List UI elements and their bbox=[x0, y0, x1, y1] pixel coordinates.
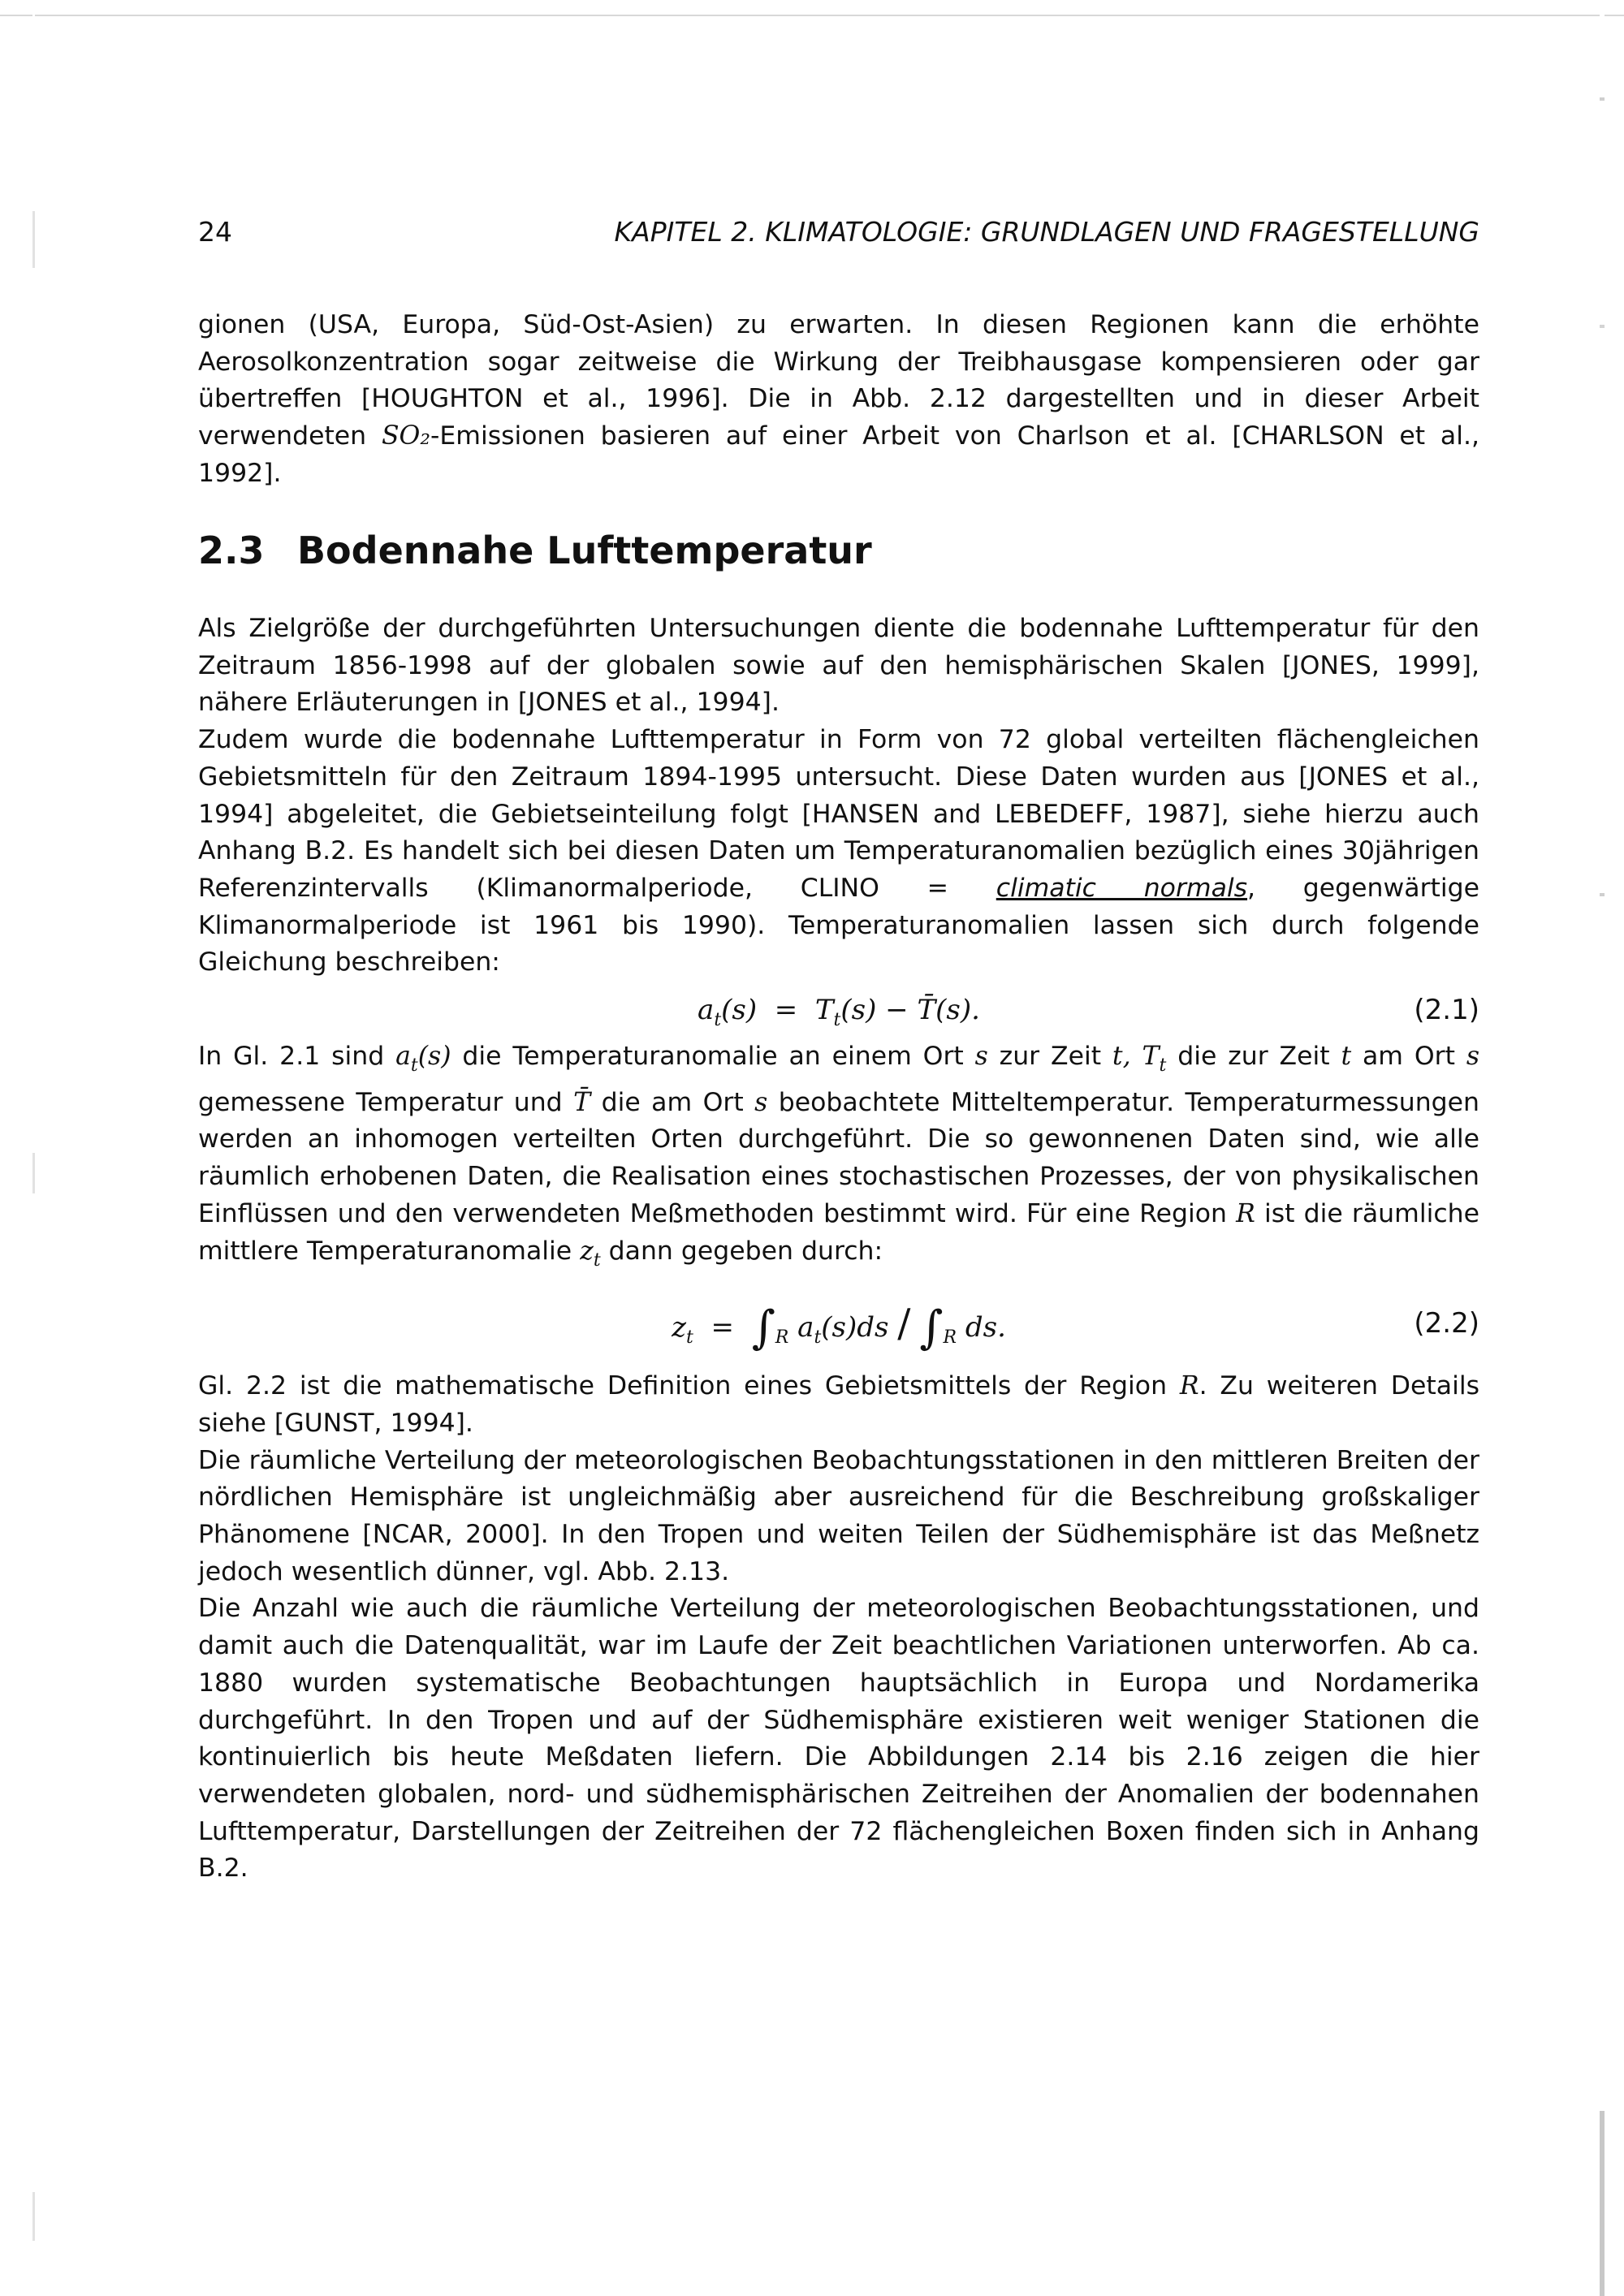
section-number: 2.3 bbox=[198, 529, 265, 572]
p3-g: die am Ort bbox=[590, 1087, 755, 1117]
clino-definition: climatic normals bbox=[996, 873, 1248, 903]
scan-artifact-right-edge bbox=[1600, 0, 1605, 2296]
p3-m9: $z_t$ bbox=[580, 1236, 601, 1271]
page-number: 24 bbox=[198, 216, 232, 248]
intro-text-2: -Emissionen basieren auf einer Arbeit von Charlson et al. [CHARLSON et al., 1992]. bbox=[198, 421, 1479, 488]
p4-a: Gl. 2.2 ist die mathematische Definition eines Gebietsmittels der Region bbox=[198, 1371, 1180, 1401]
equation-2-2-body: $z_t = \int_R$ $a_t(s)ds / \int_R$ ds. bbox=[672, 1301, 1006, 1355]
paragraph-2-text-a: Zudem wurde die bodennahe Lufttemperatur in Form von 72 global verteilten flächengleichen Gebietsmitteln für den Zeitraum 1894-1995 untersucht. Diese Daten wurden aus [JONES et al., 1994] abgeleitet, die Gebietseinteilung folgt [HANSEN and LEBEDEFF, 1987], siehe hierzu auch Anhang B.2. Es handelt sich bei diesen Daten um Temperaturanomalien bezüglich eines 30jährigen Referenzintervalls (Klimanormalperiode, CLINO = bbox=[198, 725, 1479, 903]
equation-2-1-body: $a_t(s) = T_t(s)$ − T̄(s). bbox=[698, 994, 980, 1031]
p3-m7: s bbox=[754, 1087, 768, 1117]
p3-c: zur Zeit bbox=[987, 1042, 1112, 1072]
paragraph-6: Die Anzahl wie auch die räumliche Verteilung der meteorologischen Beobachtungsstationen, und damit auch die Datenqualität, war im Laufe der Zeit beachtlichen Variationen unterworfen. Ab ca. 1880 wurden systematische Beobachtungen hauptsächlich in Europa und Nordamerika durchgeführt. In den Tropen und auf der Südhemisphäre existieren weit weniger Stationen die kontinuierlich bis heute Meßdaten liefern. Die Abbildungen 2.14 bis 2.16 zeigen die hier verwendeten globalen, nord- und südhemisphärischen Zeitreihen der Anomalien der bodennahen Lufttemperatur, Darstellungen der Zeitreihen der 72 flächengleichen Boxen finden sich in Anhang B.2. bbox=[198, 1594, 1479, 1884]
p3-h: beobachtete Mitteltemperatur. Temperaturmessungen werden an inhomogen verteilten Orten durchgeführt. Die so gewonnenen Daten sind, wie alle räumlich erhobenen Daten, die Realisation eines stochastischen Prozesses, der von physikalischen Einflüssen und den verwendeten Meßmethoden bestimmt wird. Für eine Region bbox=[198, 1087, 1479, 1228]
running-title: KAPITEL 2. KLIMATOLOGIE: GRUNDLAGEN UND FRAGESTELLUNG bbox=[614, 216, 1479, 248]
p3-b: die Temperaturanomalie an einem Ort bbox=[451, 1042, 975, 1072]
scan-artifact-left-edge bbox=[32, 0, 35, 2296]
p3-a: In Gl. 2.1 sind bbox=[198, 1042, 396, 1072]
p3-d: die zur Zeit bbox=[1166, 1042, 1341, 1072]
section-body bbox=[198, 611, 1479, 1888]
p3-m2: s bbox=[974, 1042, 988, 1072]
equation-2-2-number: (2.2) bbox=[1414, 1307, 1479, 1340]
equation-2-1-number: (2.1) bbox=[1414, 994, 1479, 1027]
p3-m5: s bbox=[1466, 1042, 1479, 1072]
equation-2-1 bbox=[198, 982, 1479, 1038]
paragraph-2-text-b: , gegenwärtige Klimanormalperiode ist 1961 bis 1990). Temperaturanomalien lassen sich durch folgende Gleichung beschreiben: bbox=[198, 873, 1479, 978]
p3-m6: T̄ bbox=[573, 1087, 591, 1117]
p3-f: gemessene Temperatur und bbox=[198, 1087, 574, 1117]
equation-2-2 bbox=[198, 1279, 1479, 1368]
paragraph-3 bbox=[198, 1038, 1479, 1279]
section-title: Bodennahe Lufttemperatur bbox=[297, 529, 872, 572]
p3-m1: $a_t(s)$ bbox=[395, 1042, 451, 1077]
p3-i: ist die räumliche mittlere Temperaturanomalie bbox=[198, 1198, 1479, 1266]
intro-text-1: gionen (USA, Europa, Süd-Ost-Asien) zu erwarten. In diesen Regionen kann die erhöhte Aerosolkonzentration sogar zeitweise die Wirkung der Treibhausgase kompensieren oder gar übertreffen [HOUGHTON et al., 1996]. Die in Abb. 2.12 dargestellten und in dieser Arbeit verwendeten bbox=[198, 310, 1479, 451]
scan-artifact-top bbox=[0, 15, 1624, 16]
so2-formula: SO₂ bbox=[381, 421, 430, 451]
page-header bbox=[198, 213, 1479, 252]
p3-j: dann gegeben durch: bbox=[600, 1236, 883, 1266]
intro-text bbox=[198, 307, 1479, 493]
intro-paragraph bbox=[198, 307, 1479, 493]
p4-m: R bbox=[1179, 1371, 1199, 1401]
p3-m4: t bbox=[1341, 1042, 1352, 1072]
paragraph-5: Die räumliche Verteilung der meteorologischen Beobachtungsstationen in den mittleren Breiten der nördlichen Hemisphäre ist ungleichmäßig aber ausreichend für die Beschreibung großskaliger Phänomene [NCAR, 2000]. In den Tropen und weiten Teilen der Südhemisphäre ist das Meßnetz jedoch wesentlich dünner, vgl. Abb. 2.13. bbox=[198, 1445, 1479, 1586]
paragraph-1: Als Zielgröße der durchgeführten Untersuchungen diente die bodennahe Lufttemperatur für den Zeitraum 1856-1998 auf der globalen sowie auf den hemisphärischen Skalen [JONES, 1999], nähere Erläuterungen in [JONES et al., 1994]. bbox=[198, 614, 1479, 718]
p3-m3: t, $T_t$ bbox=[1112, 1042, 1167, 1077]
paragraph-2 bbox=[198, 722, 1479, 982]
p4-b: . Zu weiteren Details siehe [GUNST, 1994]. bbox=[198, 1371, 1479, 1438]
section-heading bbox=[198, 526, 872, 575]
p3-e: am Ort bbox=[1351, 1042, 1466, 1072]
p3-m8: R bbox=[1236, 1198, 1255, 1228]
